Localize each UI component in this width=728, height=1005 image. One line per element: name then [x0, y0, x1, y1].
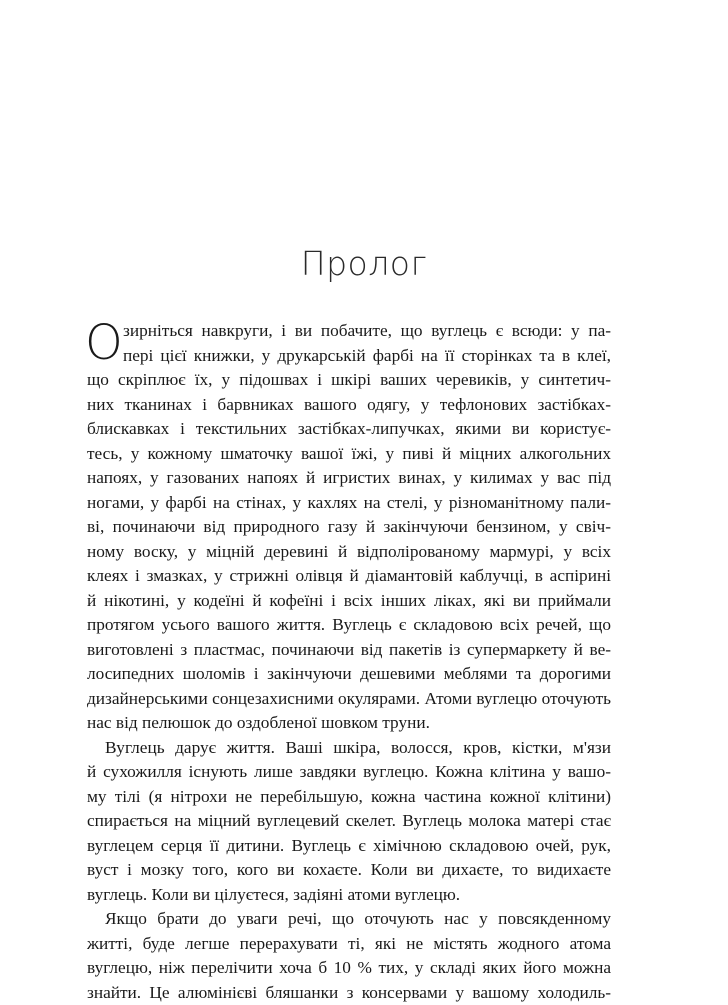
text-line: виготовлені з пластмас, починаючи від пакетів із супермаркету й ве-	[87, 638, 611, 663]
text-line: спирається на міцний вуглецевий скелет. Вуглець молока матері стає	[87, 809, 611, 834]
text-line: напоях, у газованих напоях й игристих винах, у килимах у вас під	[87, 466, 611, 491]
text-line: протягом усього вашого життя. Вуглець є складовою всіх речей, що	[87, 613, 611, 638]
text-line: клеях і змазках, у стрижні олівця й діамантовій каблучці, в аспірині	[87, 564, 611, 589]
text-line: й сухожилля існують лише завдяки вуглецю. Кожна клітина у вашо-	[87, 760, 611, 785]
body-text	[87, 319, 611, 1005]
paragraph-1	[87, 319, 611, 736]
text-line: житті, буде легше перерахувати ті, які не містять жодного атома	[87, 932, 611, 957]
text-line: й нікотині, у кодеїні й кофеїні і всіх інших ліках, які ви приймали	[87, 589, 611, 614]
text-line: нас від пелюшок до оздобленої шовком труни.	[87, 711, 611, 736]
text-line: ному воску, у міцній деревині й відполірованому мармурі, у всіх	[87, 540, 611, 565]
text-line: знайти. Це алюмінієві бляшанки з консервами у вашому холодиль-	[87, 981, 611, 1005]
text-line: зирніться навкруги, і ви побачите, що вуглець є всюди: у па-	[87, 319, 611, 344]
text-line: вуглецю, ніж перелічити хоча б 10 % тих, у складі яких його можна	[87, 956, 611, 981]
text-line: блискавках і текстильних застібках-липучках, якими ви користує-	[87, 417, 611, 442]
text-line: що скріплює їх, у підошвах і шкірі ваших черевиків, у синтетич-	[87, 368, 611, 393]
text-line: ногами, у фарбі на стінах, у кахлях на стелі, у різноманітному пали-	[87, 491, 611, 516]
chapter-title: Пролог	[0, 244, 728, 283]
text-line: пері цієї книжки, у друкарській фарбі на її сторінках та в клеї,	[87, 344, 611, 369]
paragraph-2	[87, 736, 611, 908]
text-line: них тканинах і барвниках вашого одягу, у тефлонових застібках-	[87, 393, 611, 418]
text-line: вуст і мозку того, кого ви кохаєте. Коли ви дихаєте, то видихаєте	[87, 858, 611, 883]
text-line: вуглець. Коли ви цілуєтеся, задіяні атоми вуглецю.	[87, 883, 611, 908]
text-line: дизайнерськими сонцезахисними окулярами. Атоми вуглецю оточують	[87, 687, 611, 712]
text-line: ві, починаючи від природного газу й закінчуючи бензином, у свіч-	[87, 515, 611, 540]
text-line: вуглецем серця її дитини. Вуглець є хімічною складовою очей, рук,	[87, 834, 611, 859]
text-line: Вуглець дарує життя. Ваші шкіра, волосся, кров, кістки, м'язи	[87, 736, 611, 761]
drop-cap: О	[85, 319, 123, 367]
paragraph-3	[87, 907, 611, 1005]
text-line: лосипедних шоломів і закінчуючи дешевими меблями та дорогими	[87, 662, 611, 687]
text-line: Якщо брати до уваги речі, що оточують нас у повсякденному	[87, 907, 611, 932]
text-line: му тілі (я нітрохи не перебільшую, кожна частина кожної клітини)	[87, 785, 611, 810]
text-line: тесь, у кожному шматочку вашої їжі, у пиві й міцних алкогольних	[87, 442, 611, 467]
